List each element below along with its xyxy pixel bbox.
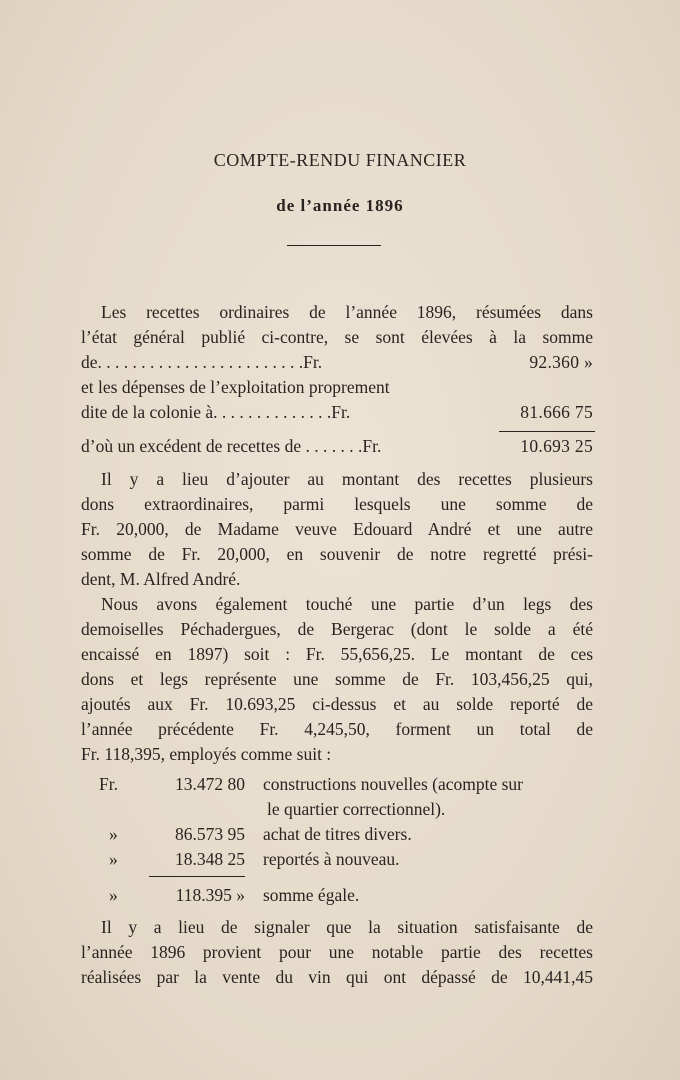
text-line: encaissé en 1897) soit : Fr. 55,656,25. Le montant de ces [81,644,593,664]
table-row-continuation [81,797,593,821]
text-line: somme de Fr. 20,000, en souvenir de notre regretté prési- [81,544,593,564]
table-row [81,772,593,796]
text-line: dons et legs représente une somme de Fr. 103,456,25 qui, [81,669,593,689]
amount-line [81,350,593,374]
table-label: achat de titres divers. [263,824,412,844]
amount-value: 10.693 25 [520,436,593,456]
table-label: somme égale. [263,885,360,905]
table-amount: 18.348 25 [175,849,245,869]
amount-value: 92.360 » [529,352,593,372]
text-line: demoiselles Péchadergues, de Bergerac (dont le solde a été [81,619,593,639]
text-line: l’année 1896 provient pour une notable partie des recettes [81,942,593,962]
table-row [81,822,593,846]
page-title: COMPTE-RENDU FINANCIER [213,150,467,170]
text-line: ajoutés aux Fr. 10.693,25 ci-dessus et au solde reporté de [81,694,593,714]
amount-value: 81.666 75 [520,402,593,422]
table-currency: » [109,824,118,844]
table-amount: 86.573 95 [175,824,245,844]
text-line: Fr. 118,395, employés comme suit : [81,744,332,764]
text-line: Nous avons également touché une partie d’un legs des [101,594,593,614]
text-line: l’état général publié ci-contre, se sont élevées à la somme [81,327,593,347]
table-amount: 118.395 » [175,885,245,905]
amount-label: de. . . . . . . . . . . . . . . . . . . . . . . .Fr. [81,352,323,372]
text-line: réalisées par la vente du vin qui ont dépassé de 10,441,45 [81,967,593,987]
amount-label: d’où un excédent de recettes de . . . . . . .Fr. [81,436,382,456]
sum-rule [499,431,595,432]
amount-line [81,400,593,424]
table-currency: » [109,849,118,869]
amount-line [81,434,593,458]
text-line: et les dépenses de l’exploitation proprement [81,377,390,397]
title-divider [287,245,381,246]
text-line: Il y a lieu de signaler que la situation satisfaisante de [101,917,593,937]
text-line: Fr. 20,000, de Madame veuve Edouard André et une autre [81,519,593,539]
amount-label: dite de la colonie à. . . . . . . . . . . . . .Fr. [81,402,351,422]
table-sum-rule [149,876,245,877]
page-subtitle: de l’année 1896 [276,196,404,215]
table-label: constructions nouvelles (acompte sur [263,774,524,794]
text-line: dons extraordinaires, parmi lesquels une somme de [81,494,593,514]
table-label: le quartier correctionnel). [267,799,446,819]
table-label: reportés à nouveau. [263,849,400,869]
text-line: Les recettes ordinaires de l’année 1896, résumées dans [101,302,593,322]
table-currency: » [109,885,118,905]
table-row-total [81,883,593,907]
text-line: l’année précédente Fr. 4,245,50, forment un total de [81,719,593,739]
table-currency: Fr. [99,774,118,794]
table-row [81,847,593,871]
text-line: dent, M. Alfred André. [81,569,241,589]
text-line: Il y a lieu d’ajouter au montant des recettes plusieurs [101,469,593,489]
table-amount: 13.472 80 [175,774,245,794]
